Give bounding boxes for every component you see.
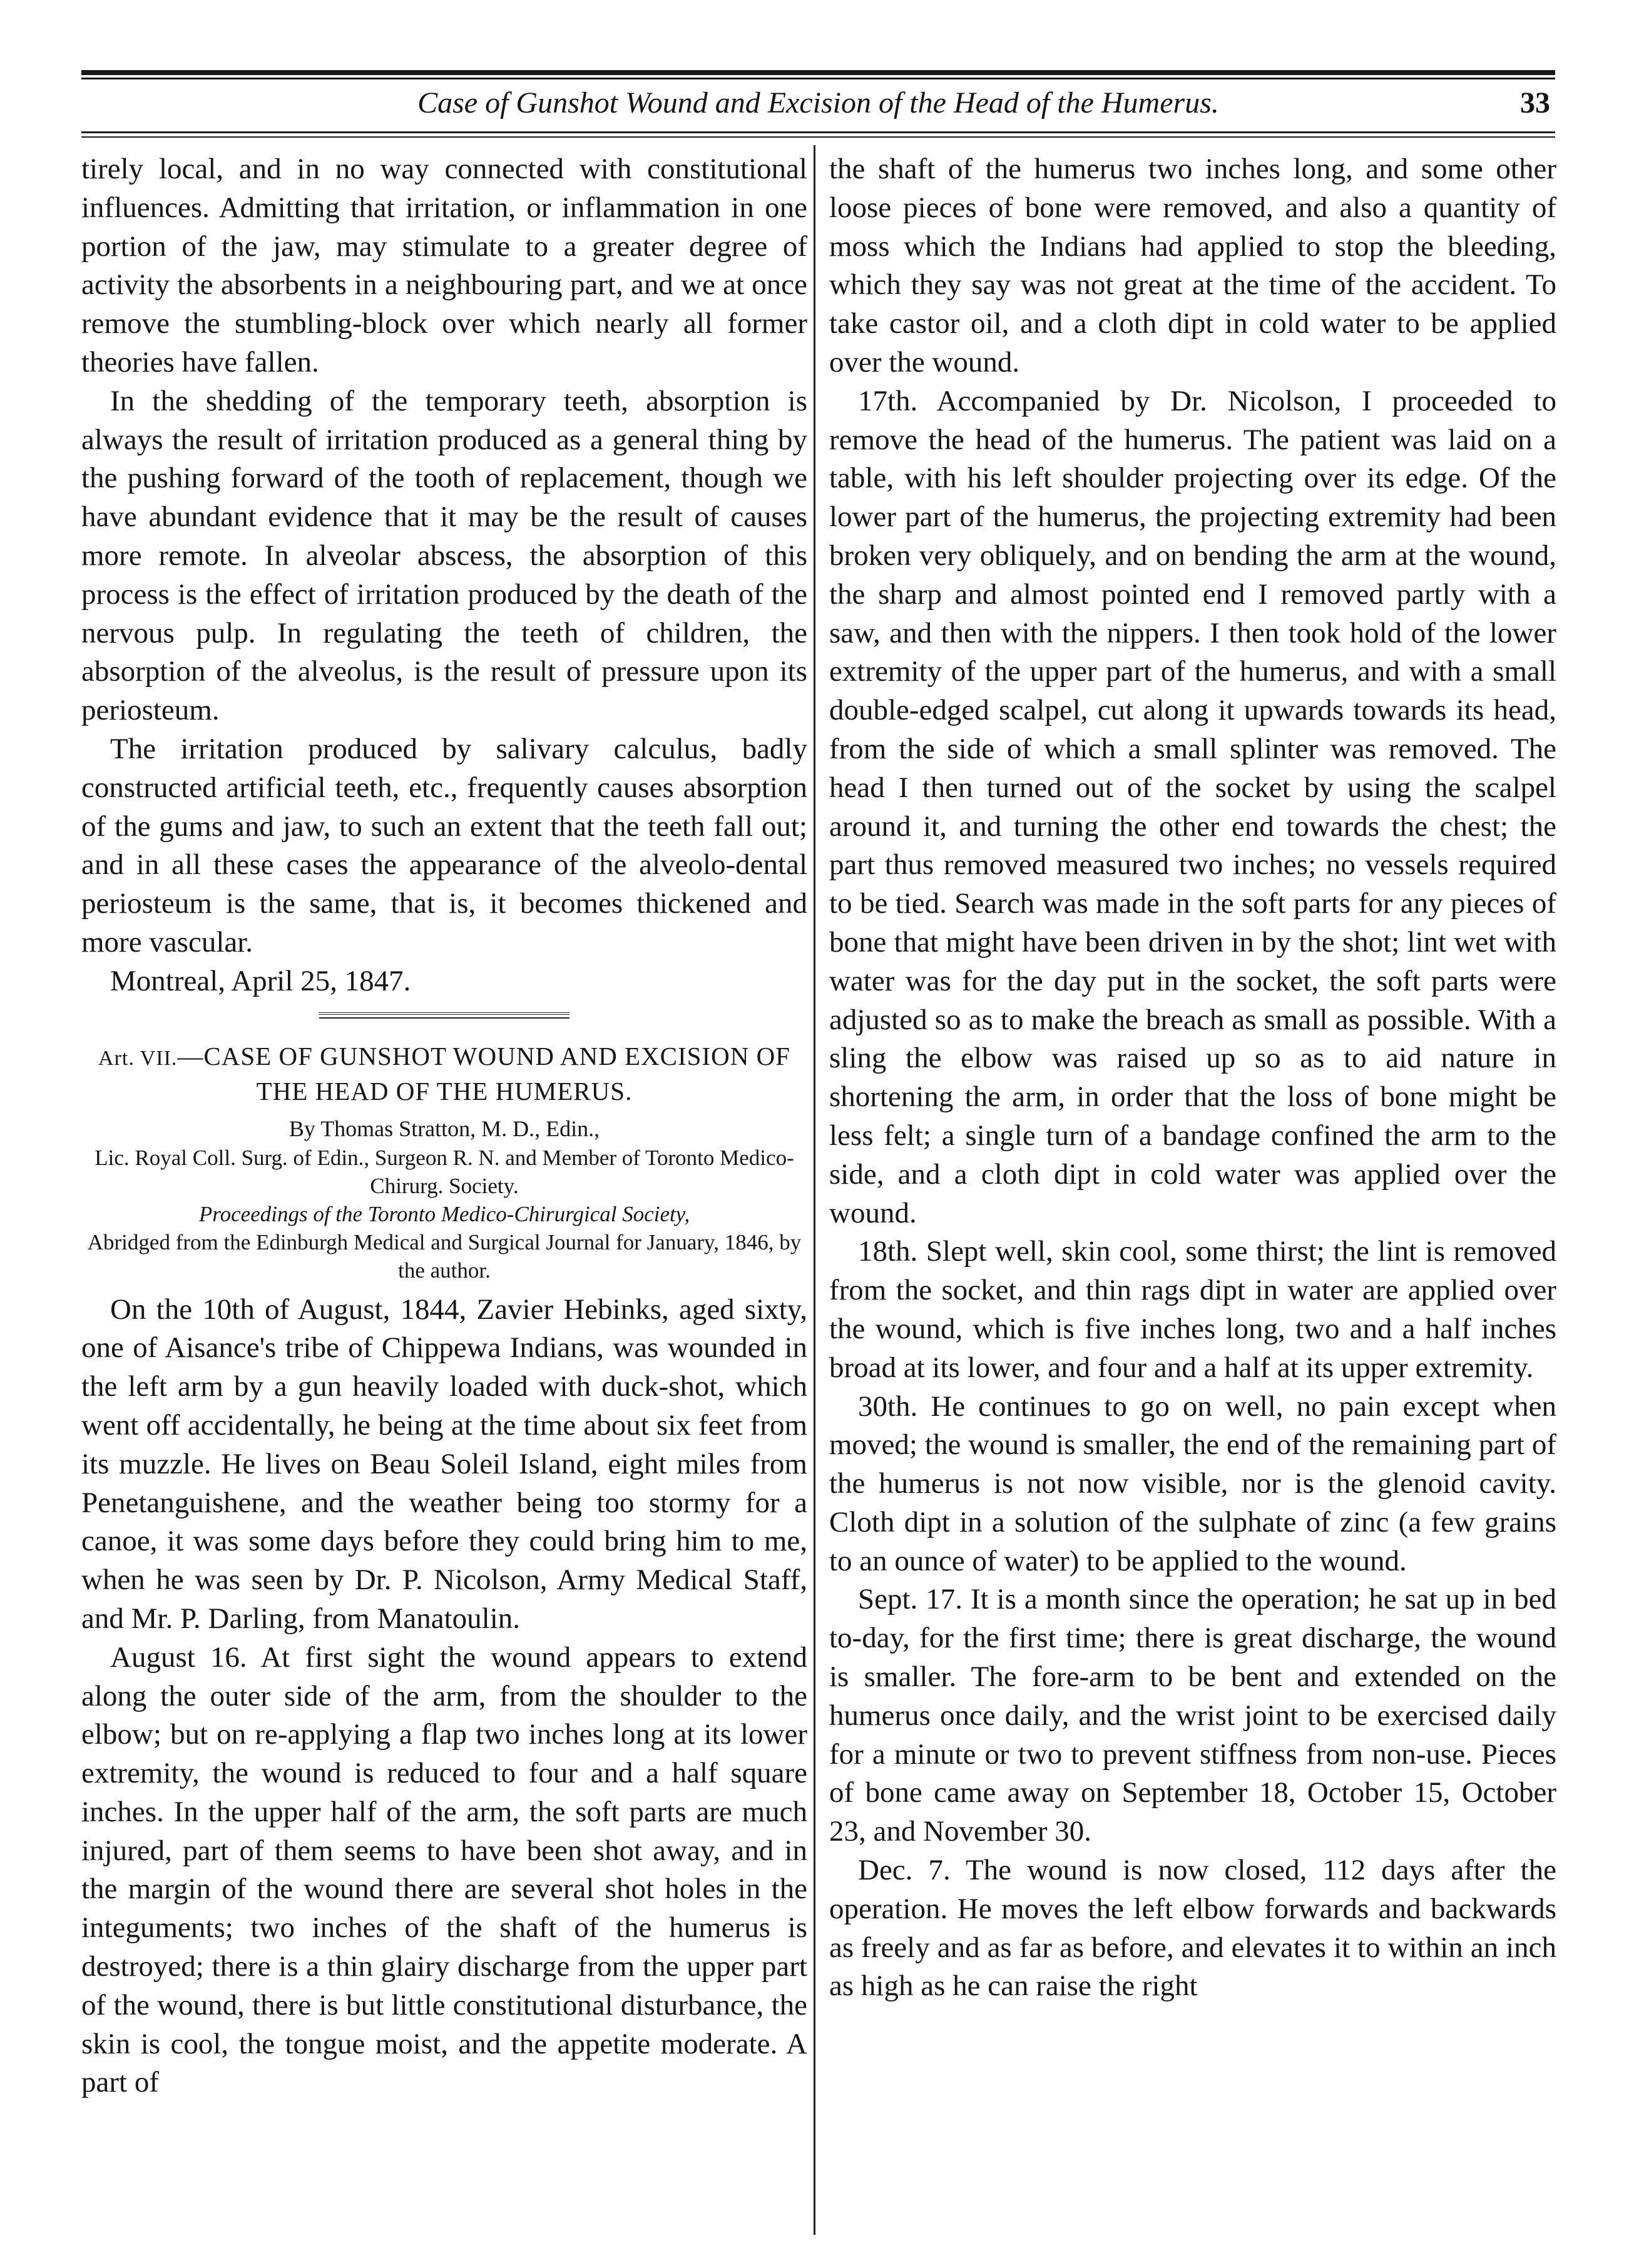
paragraph: In the shedding of the temporary teeth, absorption is always the result of irritation produced as a general thing by the pushing forward of the tooth of replacement, though we have abundant evidence that it may be the result of causes more remote. In alveolar abscess, the absorption of this process is the effect of irritation produced by the death of the nervous pulp. In regulating the teeth of children, the absorption of the alveolus, is the result of pressure upon its periosteum. [81,384,807,727]
left-column [81,150,807,2102]
running-title: Case of Gunshot Wound and Excision of the Head of the Humerus. [417,86,1219,120]
signoff: Montreal, April 25, 1847. [110,964,411,997]
column-divider [814,145,815,2235]
paragraph: Dec. 7. The wound is now closed, 112 days after the operation. He moves the left elbow forwards and backwards as freely and as far as before, and elevates it to within an inch as high as he can raise the right [829,1854,1556,2003]
paragraph: Sept. 17. It is a month since the operation; he sat up in bed to-day, for the first time; there is great discharge, the wound is smaller. The fore-arm to be bent and extended on the humerus once daily, and the wrist joint to be exercised daily for a minute or two to prevent stiffness from non-use. Pieces of bone came away on September 18, October 15, October 23, and November 30. [829,1583,1556,1848]
paragraph: 17th. Accompanied by Dr. Nicolson, I proceeded to remove the head of the humerus. The patient was laid on a table, with his left shoulder projecting over its edge. Of the lower part of the humerus, the projecting extremity had been broken very obliquely, and on bending the arm at the wound, the sharp and almost pointed end I removed partly with a saw, and then with the nippers. I then took hold of the lower extremity of the upper part of the humerus, and with a small double-edged scalpel, cut along it upwards towards its head, from the side of which a small splinter was removed. The head I then turned out of the socket by using the scalpel around it, and turning the other end towards the chest; the part thus removed measured two inches; no vessels required to be tied. Search was made in the soft parts for any pieces of bone that might have been driven in by the shot; lint wet with water was for the day put in the socket, the soft parts were adjusted so as to make the breach as small as possible. With a sling the elbow was raised up so as to aid nature in shortening the arm, in order that the loss of bone might be less felt; a single turn of a bandage confined the arm to the side, and a cloth dipt in cold water was applied over the wound. [829,384,1556,1229]
right-column [829,150,1556,2006]
article-title [81,1040,807,1107]
paragraph: On the 10th of August, 1844, Zavier Hebinks, aged sixty, one of Aisance's tribe of Chippewa Indians, was wounded in the left arm by a gun heavily loaded with duck-shot, which went off accidentally, he being at the time about six feet from its muzzle. He lives on Beau Soleil Island, eight miles from Penetanguishene, and the weather being too stormy for a canoe, it was some days before they could bring him to me, when he was seen by Dr. P. Nicolson, Army Medical Staff, and Mr. P. Darling, from Manatoulin. [81,1293,807,1635]
article-title-text: —CASE OF GUNSHOT WOUND AND EXCISION OF THE HEAD OF THE HUMERUS. [177,1041,790,1106]
abridged-note: Abridged from the Edinburgh Medical and Surgical Journal for January, 1846, by the author. [87,1229,802,1283]
paragraph: tirely local, and in no way connected with constitutional influences. Admitting that irritation, or inflammation in one portion of the jaw, may stimulate to a greater degree of activity the absorbents in a neighbouring part, and we at once remove the stumbling-block over which nearly all former theories have fallen. [81,153,807,379]
header-underline-2 [81,136,1555,138]
paragraph: 30th. He continues to go on well, no pain except when moved; the wound is smaller, the end of the remaining part of the humerus is not now visible, nor is the glenoid cavity. Cloth dipt in a solution of the sulphate of zinc (a few grains to an ounce of water) to be applied to the wound. [829,1390,1556,1577]
proceedings-note: Proceedings of the Toronto Medico-Chirurgical Society, [198,1201,690,1226]
header-underline [81,131,1555,133]
header-rule-thin [81,78,1555,79]
paragraph: August 16. At first sight the wound appears to extend along the outer side of the arm, from the shoulder to the elbow; but on re-applying a flap two inches long at its lower extremity, the wound is reduced to four and a half square inches. In the upper half of the arm, the soft parts are much injured, part of them seems to have been shot away, and in the margin of the wound there are several shot holes in the integuments; two inches of the shaft of the humerus is destroyed; there is a thin glairy discharge from the upper part of the wound, there is but little constitutional disturbance, the skin is cool, the tongue moist, and the appetite moderate. A part of [81,1640,807,2099]
paragraph: 18th. Slept well, skin cool, some thirst; the lint is removed from the socket, and thin rags dipt in water are applied over the wound, which is five inches long, two and a half inches broad at its lower, and four and a half at its upper extremity. [829,1235,1556,1384]
running-header [81,81,1555,125]
credentials: Lic. Royal Coll. Surg. of Edin., Surgeon R. N. and Member of Toronto Medico-Chirurg. Society. [94,1145,794,1198]
paragraph: the shaft of the humerus two inches long, and some other loose pieces of bone were removed, and also a quantity of moss which the Indians had applied to stop the bleeding, which they say was not great at the time of the accident. To take castor oil, and a cloth dipt in cold water to be applied over the wound. [829,153,1556,379]
article-separator [319,1012,569,1019]
page-number: 33 [1520,86,1550,120]
header-rule-thick [81,70,1555,75]
article-number: Art. VII. [98,1046,178,1070]
paragraph: The irritation produced by salivary calculus, badly constructed artificial teeth, etc., frequently causes absorption of the gums and jaw, to such an extent that the teeth fall out; and in all these cases the appearance of the alveolo-dental periosteum is the same, that is, it becomes thickened and more vascular. [81,732,807,959]
byline: By Thomas Stratton, M. D., Edin., [289,1116,600,1141]
